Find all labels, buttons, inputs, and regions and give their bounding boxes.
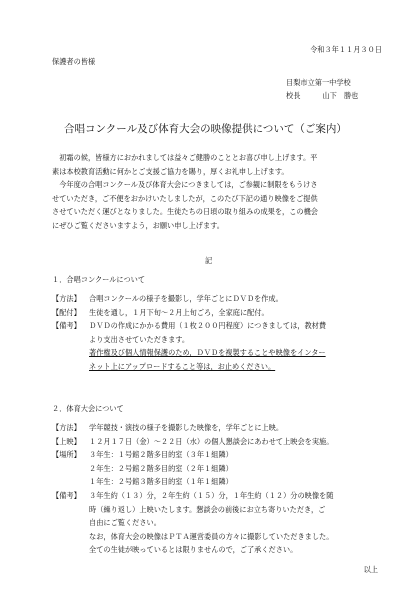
section1-method: 【方法】 合唱コンクールの様子を撮影し，学年ごとにＤＶＤを作成。 — [52, 292, 326, 306]
intro-paragraph — [52, 151, 318, 233]
section2-place: 【場所】 ３年生：１号館２階多目的室（３年１組隣） — [52, 448, 333, 462]
section2-showing: 【上映】 １２月１７日（金）～２２日（水）の個人懇談会にあわせて上映会を実施。 — [52, 435, 333, 449]
method-tag: 【方法】 — [52, 294, 81, 303]
school-name: 目梨市立第一中学校 — [286, 78, 351, 87]
addressee: 保護者の皆様 — [52, 57, 96, 66]
section1-note-line-underlined: ネット上にアップロードすること等は，お止めください。 — [89, 361, 276, 371]
note-tag: 【備考】 — [52, 490, 81, 500]
section1-note-line-underlined: 著作権及び個人情報保護のため，ＤＶＤを複製することや映像をインター — [89, 348, 326, 358]
section2-body — [52, 421, 333, 557]
intro-line: 素は本校教育活動に何かとご支援ご協力を賜り，厚くお礼申し上げます。 — [52, 166, 289, 176]
intro-line: せていただき，ご不便をおかけいたしましたが，このたび下記の通り映像をご提供 — [52, 193, 318, 203]
section2-note-line: 自由にご覧ください。 — [89, 518, 161, 528]
intro-line: にぜひご覧くださいますよう，お願い申し上げます。 — [52, 220, 224, 230]
section2-place-line: ２年生：２号館２階多目的室（２年１組隣） — [89, 463, 233, 473]
section1-note: 【備考】 ＤＶＤの作成にかかる費用（１枚２００円程度）につきましては，教材費 — [52, 319, 326, 333]
dist-tag: 【配付】 — [52, 307, 81, 317]
closing: 以上 — [363, 565, 378, 574]
intro-line: 初霜の候，皆様方におかれましては益々ご健勝のこととお喜び申し上げます。平 — [52, 153, 318, 162]
show-tag: 【上映】 — [52, 436, 81, 446]
principal-title: 校長 — [286, 91, 301, 100]
principal — [286, 92, 358, 99]
section1-body — [52, 292, 326, 374]
section2-note-line: なお，体育大会の映像はＰＴＡ運営委員の方々に撮影していただきました。 — [89, 531, 334, 541]
section2-note: 【備考】 ３年生約（１３）分，２年生約（１５）分，１年生約（１２）分の映像を随 — [52, 489, 333, 503]
section1-distribution: 【配付】 生徒を通し，１月下旬～２月上旬ごろ，全家庭に配付。 — [52, 306, 326, 320]
principal-name: 山下 勝也 — [322, 91, 359, 100]
section2-heading: ２．体育大会について — [52, 404, 124, 413]
date: 令和３年１１月３０日 — [310, 45, 382, 54]
section2-note-line: 全ての生徒が映っているとは限りませんので，ご了承ください。 — [89, 545, 298, 555]
document-title: 合唱コンクール及び体育大会の映像提供について（ご案内） — [64, 123, 347, 135]
place-tag: 【場所】 — [52, 450, 81, 460]
method-tag: 【方法】 — [52, 423, 81, 432]
note-tag: 【備考】 — [52, 321, 81, 331]
ki-marker: 記 — [205, 256, 213, 265]
section2-place-line: １年生：２号館３階多目的室（１年１組隣） — [89, 477, 233, 487]
section1-heading: １．合唱コンクールについて — [52, 275, 146, 284]
section2-method: 【方法】 学年競技・演技の様子を撮影した映像を，学年ごとに上映。 — [52, 421, 333, 435]
section2-note-line: 時（繰り返し）上映いたします。懇談会の前後にお立ち寄りいただき，ご — [89, 504, 326, 514]
intro-line: させていただく運びとなりました。生徒たちの日頃の取り組みの成果を，この機会 — [52, 207, 318, 217]
intro-line: 今年度の合唱コンクール及び体育大会につきましては，ご参観に制限をもうけさ — [52, 180, 318, 190]
section1-note-line: より支出させていただきます。 — [89, 334, 190, 344]
